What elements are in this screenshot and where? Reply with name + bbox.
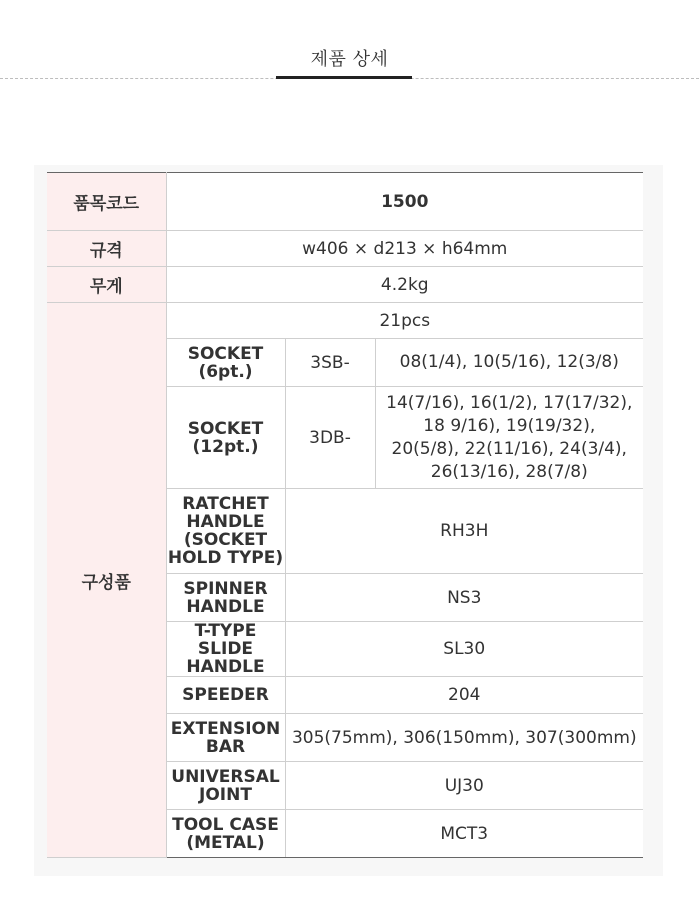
- component-name: SOCKET (6pt.): [166, 339, 285, 387]
- section-title: 제품 상세: [310, 49, 389, 70]
- component-value: UJ30: [285, 762, 643, 810]
- component-value: 14(7/16), 16(1/2), 17(17/32), 18 9/16), 19(19/32), 20(5/8), 22(11/16), 24(3/4), 26(13/16), 28(7/8): [375, 387, 643, 489]
- component-name: SPEEDER: [166, 677, 285, 714]
- row-spec: [47, 231, 643, 267]
- spec-value: w406 × d213 × h64mm: [166, 231, 643, 267]
- code-value: 1500: [166, 173, 643, 231]
- component-value: 204: [285, 677, 643, 714]
- weight-value: 4.2kg: [166, 267, 643, 303]
- section-header: [0, 0, 699, 80]
- component-value: 305(75mm), 306(150mm), 307(300mm): [285, 714, 643, 762]
- component-name: EXTENSION BAR: [166, 714, 285, 762]
- pieces-count: 21pcs: [166, 303, 643, 339]
- spec-label: 규격: [47, 231, 166, 267]
- row-code: [47, 173, 643, 231]
- title-underline: [276, 76, 412, 79]
- weight-label: 무게: [47, 267, 166, 303]
- spec-table: [47, 172, 643, 858]
- component-name: SOCKET (12pt.): [166, 387, 285, 489]
- component-name: SPINNER HANDLE: [166, 574, 285, 622]
- component-value: RH3H: [285, 489, 643, 574]
- component-value: NS3: [285, 574, 643, 622]
- component-value: MCT3: [285, 810, 643, 858]
- components-label: 구성품: [47, 303, 166, 858]
- component-name: T-TYPE SLIDE HANDLE: [166, 622, 285, 677]
- component-prefix: 3SB-: [285, 339, 375, 387]
- component-value: 08(1/4), 10(5/16), 12(3/8): [375, 339, 643, 387]
- component-prefix: 3DB-: [285, 387, 375, 489]
- component-name: RATCHET HANDLE (SOCKET HOLD TYPE): [166, 489, 285, 574]
- component-name: UNIVERSAL JOINT: [166, 762, 285, 810]
- row-pieces: [47, 303, 643, 339]
- row-weight: [47, 267, 643, 303]
- component-name: TOOL CASE (METAL): [166, 810, 285, 858]
- component-value: SL30: [285, 622, 643, 677]
- code-label: 품목코드: [47, 173, 166, 231]
